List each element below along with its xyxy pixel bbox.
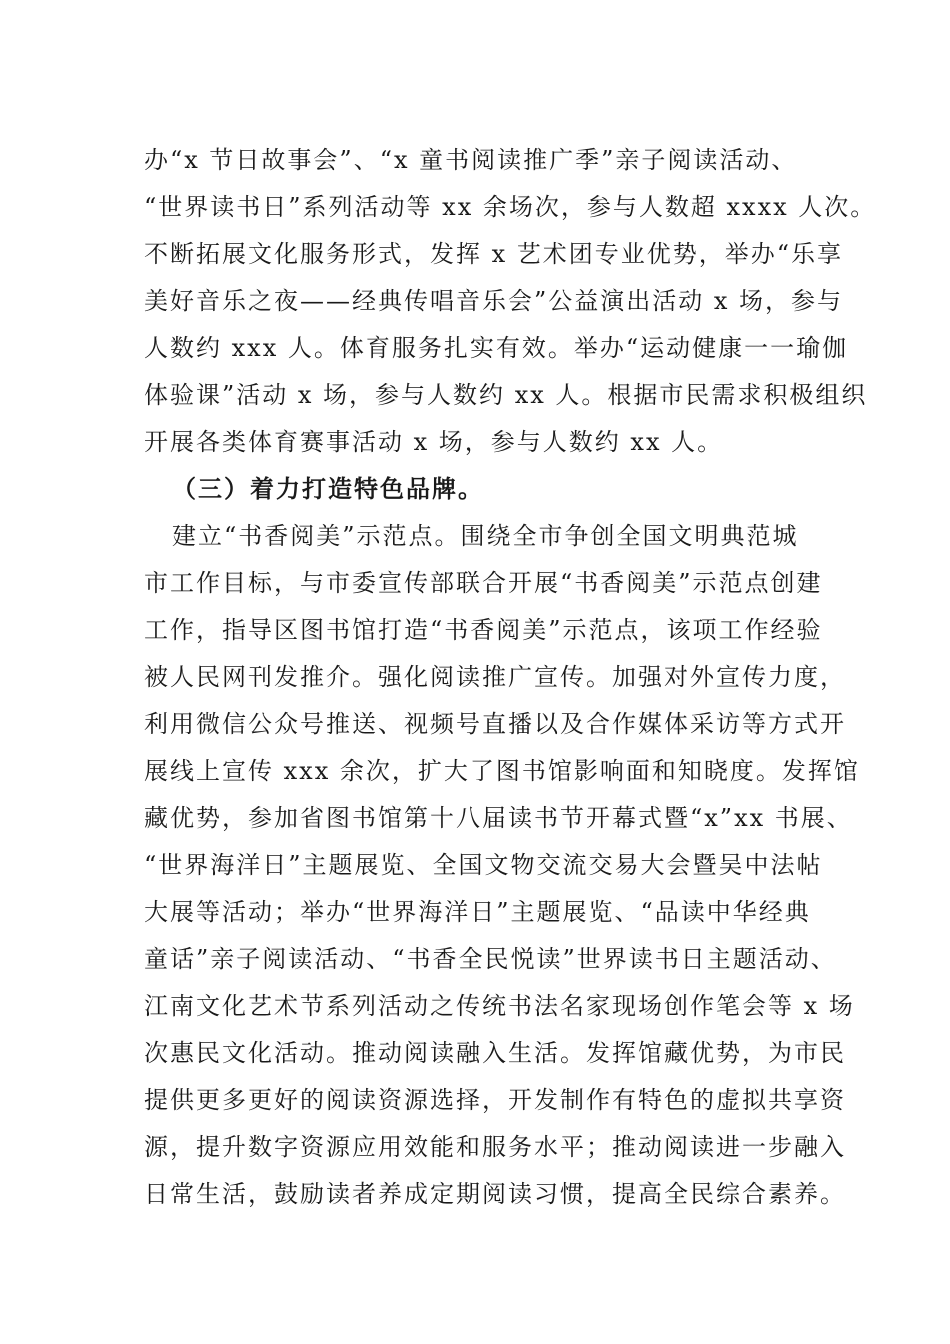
text-line: 江南文化艺术节系列活动之传统书法名家现场创作笔会等 x 场 xyxy=(144,992,855,1020)
text-line: 大展等活动；举办“世界海洋日”主题展览、“品读中华经典 xyxy=(144,898,811,926)
text-line: 美好音乐之夜——经典传唱音乐会”公益演出活动 x 场，参与 xyxy=(144,287,844,315)
text-line: 市工作目标，与市委宣传部联合开展“书香阅美”示范点创建 xyxy=(144,569,823,597)
text-line: 体验课”活动 x 场，参与人数约 xx 人。根据市民需求积极组织 xyxy=(144,381,868,409)
text-line: 开展各类体育赛事活动 x 场，参与人数约 xx 人。 xyxy=(144,428,724,456)
text-line: 日常生活，鼓励读者养成定期阅读习惯，提高全民综合素养。 xyxy=(144,1180,846,1208)
text-line: 被人民网刊发推介。强化阅读推广宣传。加强对外宣传力度， xyxy=(144,663,846,691)
text-line: 次惠民文化活动。推动阅读融入生活。发挥馆藏优势，为市民 xyxy=(144,1039,846,1067)
text-line: 提供更多更好的阅读资源选择，开发制作有特色的虚拟共享资 xyxy=(144,1086,846,1114)
section-heading: （三）着力打造特色品牌。 xyxy=(172,474,484,503)
text-line: “世界海洋日”主题展览、全国文物交流交易大会暨吴中法帖 xyxy=(144,851,823,879)
text-line: 工作，指导区图书馆打造“书香阅美”示范点，该项工作经验 xyxy=(144,616,823,644)
text-line: 藏优势，参加省图书馆第十八届读书节开幕式暨“x”xx 书展、 xyxy=(144,804,853,832)
text-line: 不断拓展文化服务形式，发挥 x 艺术团专业优势，举办“乐享 xyxy=(144,240,844,268)
text-line: 童话”亲子阅读活动、“书香全民悦读”世界读书日主题活动、 xyxy=(144,945,837,973)
text-line: 展线上宣传 xxx 余次，扩大了图书馆影响面和知晓度。发挥馆 xyxy=(144,757,860,785)
paragraph-first-line: 建立“书香阅美”示范点。围绕全市争创全国文明典范城 xyxy=(172,522,799,550)
text-line: 办“x 节日故事会”、“x 童书阅读推广季”亲子阅读活动、 xyxy=(144,146,798,174)
text-line: “世界读书日”系列活动等 xx 余场次，参与人数超 xxxx 人次。 xyxy=(144,193,877,221)
text-line: 利用微信公众号推送、视频号直播以及合作媒体采访等方式开 xyxy=(144,710,846,738)
text-line: 人数约 xxx 人。体育服务扎实有效。举办“运动健康一一瑜伽 xyxy=(144,334,849,362)
text-line: 源，提升数字资源应用效能和服务水平；推动阅读进一步融入 xyxy=(144,1133,846,1161)
